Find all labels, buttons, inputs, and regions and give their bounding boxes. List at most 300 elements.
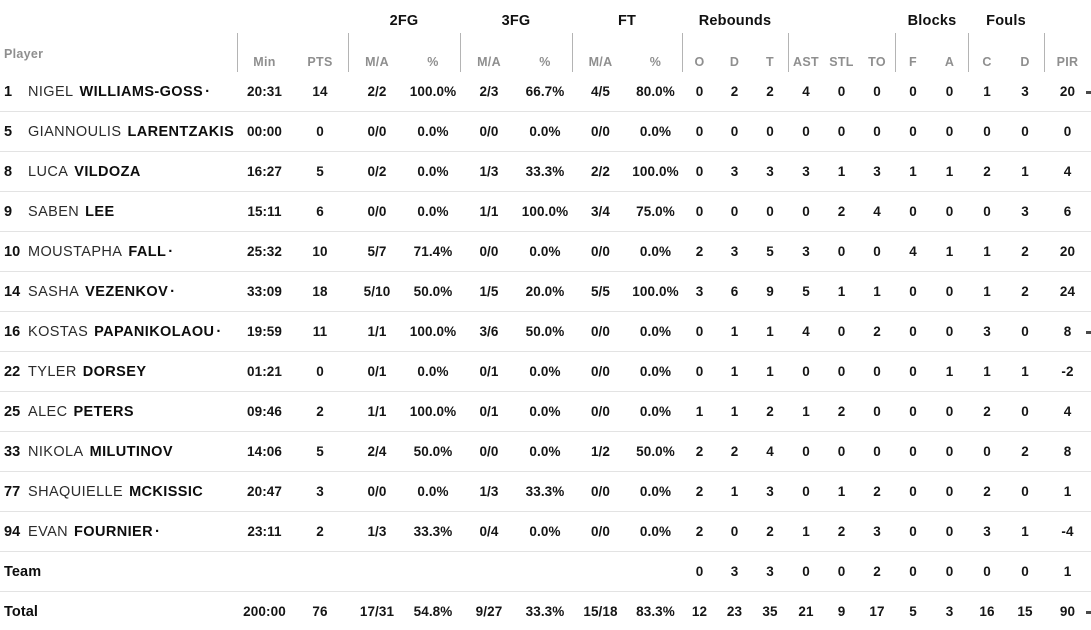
stat-fd: 0 [1021,484,1029,499]
stat-fg2ma: 2/2 [367,84,387,99]
col-header-ast: AST [793,55,819,69]
col-header-3fg-ma: M/A [477,55,501,69]
player-cell [0,472,237,511]
stat-fg2ma: 1/1 [367,324,387,339]
group-header-3fg: 3FG [501,13,531,29]
stat-fd: 1 [1021,524,1029,539]
player-number: 33 [4,443,21,460]
player-cell [0,512,237,551]
stat-min: 09:46 [246,404,283,419]
stat-fc: 16 [979,604,995,619]
stat-min: 23:11 [247,524,282,539]
stat-fc: 2 [983,404,991,419]
stat-fg2ma: 1/3 [367,524,387,539]
stat-ftma: 0/0 [590,524,611,539]
stat-fc: 1 [983,364,991,379]
stat-rt: 4 [766,444,774,459]
player-cell [0,392,237,431]
stat-fg3pct: 0.0% [529,364,561,379]
stat-pts: 76 [312,604,328,619]
player-cell [0,232,237,271]
col-header-min: Min [253,55,276,69]
stat-pir: 8 [1063,444,1072,459]
stat-stl: 2 [837,524,846,539]
stat-min: 00:00 [246,124,283,139]
stat-fg3pct: 0.0% [529,124,561,139]
stat-ast: 21 [798,604,814,619]
stat-min: 20:31 [246,84,283,99]
player-number: 22 [4,363,21,380]
stat-pts: 0 [316,124,324,139]
col-header-pir: PIR [1056,55,1079,69]
player-first-name: MOUSTAPHA [28,243,123,260]
stat-fc: 1 [983,244,991,259]
player-number: 5 [4,123,13,140]
stat-fg2pct: 54.8% [413,604,453,619]
stat-to: 3 [873,164,881,179]
stat-fg3pct: 33.3% [525,164,565,179]
col-header-pts: PTS [307,55,333,69]
player-last-name: MILUTINOV [89,443,173,460]
stat-fd: 0 [1021,324,1029,339]
stat-fc: 0 [983,204,991,219]
stat-pts: 2 [316,404,324,419]
column-header-row [0,38,1091,72]
player-last-name: DORSEY [82,363,147,380]
stat-ro: 0 [695,324,704,339]
stat-to: 0 [873,84,881,99]
stat-min: 16:27 [246,164,283,179]
stat-ftma: 0/0 [590,244,611,259]
stat-fg3ma: 0/0 [479,444,499,459]
stat-ftpct: 83.3% [636,604,675,619]
stat-fg3ma: 1/5 [479,284,499,299]
starter-dot-icon: · [168,243,174,260]
stat-rt: 35 [762,604,778,619]
stat-ftpct: 50.0% [636,444,675,459]
stat-rt: 3 [766,484,774,499]
stat-pts: 5 [316,164,324,179]
stat-fg2ma: 0/0 [367,484,387,499]
stat-rd: 3 [730,164,739,179]
stat-rd: 23 [726,604,743,619]
player-row[interactable] [0,112,1091,152]
stat-rd: 3 [730,244,739,259]
stat-ftma: 0/0 [590,124,611,139]
stat-pir: -2 [1061,364,1074,379]
stat-fg2pct [406,552,460,591]
stat-ro: 0 [695,364,704,379]
stat-bf: 5 [909,604,917,619]
stat-min: 33:09 [246,284,283,299]
stat-rt: 2 [766,404,774,419]
stat-fg2pct: 0.0% [417,364,449,379]
stat-fc: 2 [983,484,991,499]
group-header-rebounds: Rebounds [698,13,772,29]
stat-bf: 0 [909,284,917,299]
stat-ast: 0 [802,484,810,499]
stat-rt: 5 [766,244,774,259]
stat-ftpct: 0.0% [639,244,672,259]
stat-stl: 2 [837,404,846,419]
stat-ba: 0 [945,124,954,139]
stat-ba: 0 [945,564,954,579]
col-header-fouls-c: C [982,55,992,69]
stat-stl: 0 [837,324,846,339]
stat-to: 0 [873,404,881,419]
col-header-2fg-pct: % [427,55,439,69]
stat-stl: 0 [837,364,846,379]
stat-to: 0 [873,364,881,379]
stat-ftpct: 0.0% [639,324,672,339]
player-number: 94 [4,523,21,540]
stat-fg3ma: 0/1 [479,404,499,419]
stat-ftpct: 100.0% [632,164,679,179]
stat-bf: 0 [909,84,917,99]
stat-rt: 0 [766,204,774,219]
player-cell [0,552,237,591]
clipped-edge-mark [1086,611,1091,614]
stat-ftma: 1/2 [590,444,611,459]
player-row[interactable] [0,272,1091,312]
stat-rt: 0 [766,124,774,139]
stat-fg3pct: 0.0% [529,244,561,259]
stat-fg2ma: 5/7 [367,244,387,259]
stat-ro: 1 [695,404,704,419]
stat-fg3ma: 1/1 [479,204,499,219]
stat-pir: -4 [1061,524,1074,539]
stat-pts [292,552,348,591]
stat-ro: 2 [695,444,704,459]
stat-fd: 3 [1021,204,1029,219]
stat-fg3pct: 20.0% [525,284,565,299]
stat-pts: 11 [312,324,328,339]
stat-rd: 1 [730,324,739,339]
stat-ftma: 0/0 [590,364,611,379]
stat-rt: 3 [766,564,774,579]
stat-pir: 4 [1063,404,1072,419]
stat-fg3pct: 33.3% [525,484,565,499]
stat-pts: 2 [316,524,324,539]
stat-rd: 0 [730,124,739,139]
stat-fg2pct: 100.0% [409,84,457,99]
stat-min: 01:21 [246,364,283,379]
stat-ba: 0 [945,484,954,499]
player-first-name: SHAQUIELLE [28,483,124,500]
col-header-3fg-pct: % [539,55,551,69]
stat-fg3pct: 100.0% [521,204,569,219]
stat-fg2ma: 0/0 [367,204,387,219]
stat-ba: 1 [945,364,954,379]
stat-fg3ma: 0/0 [479,244,499,259]
stat-ast: 0 [802,564,810,579]
stat-ba: 1 [945,244,954,259]
stat-fg2ma: 5/10 [363,284,391,299]
stat-stl: 2 [837,204,846,219]
stat-fg2ma: 2/4 [367,444,387,459]
stat-ast: 4 [802,84,810,99]
stat-fg3ma: 2/3 [479,84,499,99]
stat-ftpct: 100.0% [632,284,679,299]
col-header-to: TO [868,55,886,69]
player-cell [0,152,237,191]
player-row[interactable] [0,352,1091,392]
stat-fd: 0 [1021,404,1029,419]
stat-pir: 0 [1063,124,1072,139]
stat-fg3pct [518,552,572,591]
stat-fg2pct: 33.3% [413,524,453,539]
stat-rt: 9 [766,284,774,299]
player-last-name: LARENTZAKIS [127,123,235,140]
stat-fc: 0 [983,564,991,579]
stat-pir: 4 [1063,164,1072,179]
stat-ftma: 0/0 [590,324,611,339]
stat-min [237,552,292,591]
stat-ba: 0 [945,404,954,419]
stat-rt: 2 [766,524,774,539]
stat-to: 17 [869,604,885,619]
stat-to: 4 [873,204,881,219]
player-number: 77 [4,483,21,500]
stat-ast: 0 [802,444,810,459]
player-last-name: FOURNIER [74,523,153,540]
stat-fg3pct: 0.0% [529,524,561,539]
stat-fg2ma: 1/1 [367,404,387,419]
row-label: Total [4,603,39,620]
stat-bf: 0 [909,204,917,219]
stat-fc: 2 [983,164,991,179]
stat-ba: 0 [945,84,954,99]
stat-fg3ma: 9/27 [475,604,503,619]
stat-to: 1 [873,284,881,299]
table-body [0,72,1091,630]
stat-bf: 4 [909,244,917,259]
stat-bf: 0 [909,444,917,459]
stat-fg2pct: 100.0% [409,404,457,419]
stat-rd: 2 [730,444,739,459]
stat-bf: 1 [909,164,917,179]
team-row [0,552,1091,592]
starter-dot-icon: · [216,323,222,340]
player-first-name: SASHA [28,283,80,300]
player-number: 10 [4,243,21,260]
stat-fd: 2 [1021,244,1029,259]
stat-fg2pct: 0.0% [417,484,449,499]
stat-fc: 3 [983,524,991,539]
col-header-fouls-d: D [1020,55,1030,69]
stat-ftma: 3/4 [590,204,611,219]
stat-ast: 0 [802,124,810,139]
stat-fg3ma: 1/3 [479,484,499,499]
stat-rt: 2 [766,84,774,99]
player-last-name: WILLIAMS-GOSS [79,83,204,100]
stat-fg2pct: 0.0% [417,164,449,179]
stat-pir: 1 [1063,564,1072,579]
player-number: 1 [4,83,13,100]
stat-pir: 6 [1063,204,1072,219]
stat-ro: 0 [695,164,704,179]
stat-bf: 0 [909,404,917,419]
stat-ftma: 2/2 [590,164,611,179]
player-first-name: TYLER [28,363,77,380]
player-row[interactable] [0,432,1091,472]
stat-fg3ma: 0/1 [479,364,499,379]
player-row[interactable] [0,72,1091,112]
stat-rt: 3 [766,164,774,179]
stat-to: 3 [873,524,881,539]
col-header-player: Player [4,47,44,61]
stat-min: 19:59 [246,324,283,339]
stat-fd: 1 [1021,364,1029,379]
stat-pts: 18 [312,284,328,299]
stat-fg2ma: 0/0 [367,124,387,139]
stat-stl: 0 [837,564,846,579]
stat-fd: 1 [1021,164,1029,179]
stat-fc: 3 [983,324,991,339]
stat-to: 2 [873,564,881,579]
player-first-name: KOSTAS [28,323,89,340]
stat-ftpct [629,552,682,591]
player-first-name: EVAN [28,523,69,540]
player-first-name: NIGEL [28,83,74,100]
stat-fd: 3 [1021,84,1029,99]
player-first-name: ALEC [28,403,68,420]
stat-fd: 15 [1017,604,1033,619]
player-row[interactable] [0,152,1091,192]
stat-ro: 2 [695,524,704,539]
player-row[interactable] [0,192,1091,232]
stat-bf: 0 [909,364,917,379]
player-last-name: MCKISSIC [129,483,204,500]
stat-fg2pct: 0.0% [417,204,449,219]
stat-ftpct: 0.0% [639,124,672,139]
player-last-name: PAPANIKOLAOU [94,323,215,340]
player-row[interactable] [0,512,1091,552]
stat-to: 0 [873,124,881,139]
player-number: 25 [4,403,21,420]
player-row[interactable] [0,312,1091,352]
col-header-blocks-f: F [909,55,917,69]
group-header-2fg: 2FG [389,13,419,29]
total-row [0,592,1091,630]
stat-ftma: 4/5 [590,84,611,99]
player-last-name: VILDOZA [74,163,141,180]
stat-min: 25:32 [246,244,283,259]
stat-stl: 0 [837,244,846,259]
stat-ftma: 0/0 [590,484,611,499]
stat-ast: 3 [802,244,810,259]
player-cell [0,272,237,311]
stat-ftpct: 0.0% [639,364,672,379]
stat-rd: 1 [730,404,739,419]
stat-min: 15:11 [247,204,282,219]
stat-rd: 0 [730,524,739,539]
stat-ro: 12 [691,604,708,619]
stat-pir: 20 [1059,244,1076,259]
stat-ba: 3 [945,604,954,619]
stat-stl: 0 [837,84,846,99]
col-header-blocks-a: A [944,55,955,69]
stat-fd: 2 [1021,284,1029,299]
starter-dot-icon: · [170,283,176,300]
player-cell [0,592,237,630]
starter-dot-icon: · [205,83,211,100]
stat-ftma: 0/0 [590,404,611,419]
stat-bf: 0 [909,124,917,139]
player-first-name: NIKOLA [28,443,84,460]
stat-ast: 4 [802,324,810,339]
stat-ro: 3 [695,284,704,299]
stat-fg2pct: 71.4% [413,244,453,259]
stat-pts: 6 [316,204,324,219]
stat-ftpct: 75.0% [636,204,675,219]
stat-fg3pct: 50.0% [525,324,565,339]
stat-ftpct: 80.0% [636,84,675,99]
stat-ro: 2 [695,244,704,259]
stat-stl: 0 [837,124,846,139]
stat-stl: 0 [837,444,846,459]
stat-fc: 0 [983,124,991,139]
player-cell [0,312,237,351]
stat-fg2ma: 0/1 [367,364,387,379]
stat-pir: 1 [1063,484,1072,499]
stat-fd: 2 [1021,444,1029,459]
stat-ro: 2 [695,484,704,499]
stat-pir: 90 [1059,604,1076,619]
stat-ftpct: 0.0% [639,404,672,419]
col-header-reb-t: T [766,55,774,69]
stat-fg3pct: 66.7% [525,84,565,99]
stat-fg2pct: 0.0% [417,124,449,139]
stat-fg2ma: 0/2 [367,164,387,179]
stat-fg2pct: 100.0% [409,324,457,339]
player-last-name: PETERS [73,403,134,420]
col-header-stl: STL [829,55,854,69]
stat-ro: 0 [695,564,704,579]
stat-fg2pct: 50.0% [413,444,453,459]
stat-to: 2 [873,484,881,499]
stat-fd: 0 [1021,564,1029,579]
player-row[interactable] [0,232,1091,272]
stat-ro: 0 [695,84,704,99]
stat-rd: 6 [730,284,739,299]
player-row[interactable] [0,472,1091,512]
group-header-fouls: Fouls [986,13,1026,29]
stat-ftma [572,552,629,591]
player-row[interactable] [0,392,1091,432]
stat-pts: 5 [316,444,324,459]
stat-ba: 0 [945,324,954,339]
stat-fg2pct: 50.0% [413,284,453,299]
stat-stl: 1 [837,164,846,179]
stat-fg3ma: 0/4 [479,524,499,539]
stat-fg3pct: 33.3% [525,604,565,619]
stat-pts: 14 [312,84,328,99]
stat-fd: 0 [1021,124,1029,139]
stat-min: 14:06 [246,444,283,459]
stat-rd: 3 [730,564,739,579]
stat-stl: 1 [837,484,846,499]
stat-fg3ma: 3/6 [479,324,499,339]
stat-ast: 3 [802,164,810,179]
stat-ftpct: 0.0% [639,484,672,499]
player-number: 14 [4,283,21,300]
clipped-edge-mark [1086,91,1091,94]
stat-fc: 1 [983,284,991,299]
col-header-ft-pct: % [649,55,662,69]
clipped-edge-mark [1086,331,1091,334]
stat-ast: 0 [802,364,810,379]
